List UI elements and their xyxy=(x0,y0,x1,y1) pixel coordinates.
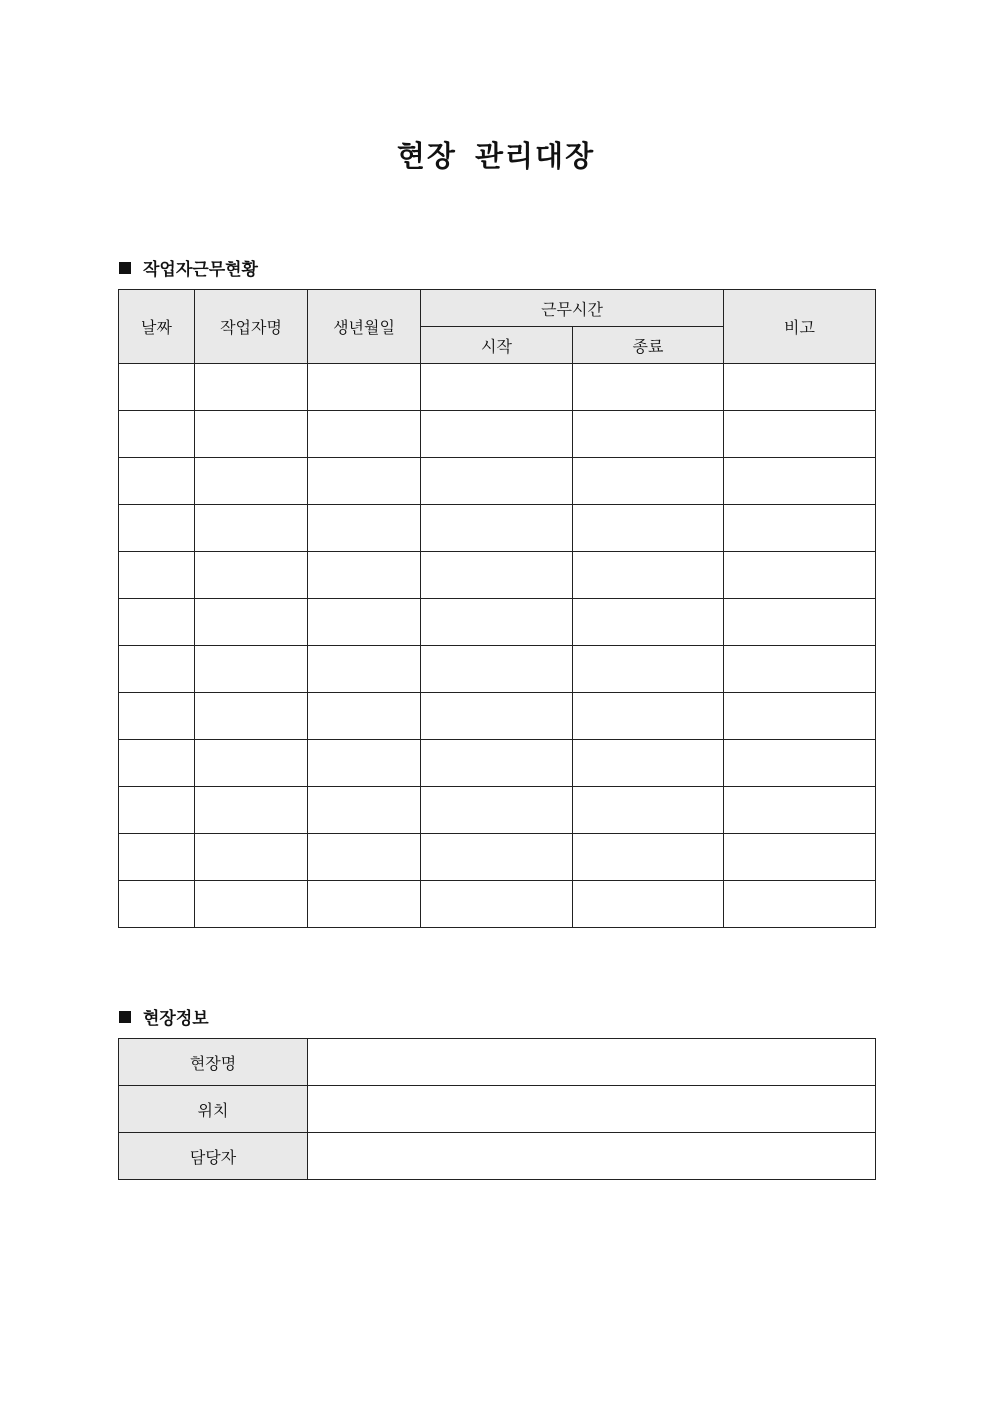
start-time-cell[interactable] xyxy=(421,787,573,834)
note-cell[interactable] xyxy=(724,364,876,411)
worker-name-cell[interactable] xyxy=(195,740,308,787)
worker-name-cell[interactable] xyxy=(195,881,308,928)
header-note: 비고 xyxy=(724,290,876,364)
site-label-name: 현장명 xyxy=(119,1039,308,1086)
birth-date-cell[interactable] xyxy=(308,693,421,740)
worker-name-cell[interactable] xyxy=(195,552,308,599)
square-bullet-icon xyxy=(119,262,131,274)
date-cell[interactable] xyxy=(119,599,195,646)
site-label-manager: 담당자 xyxy=(119,1133,308,1180)
birth-date-cell[interactable] xyxy=(308,599,421,646)
start-time-cell[interactable] xyxy=(421,458,573,505)
worker-name-cell[interactable] xyxy=(195,834,308,881)
site-row-manager xyxy=(119,1133,876,1180)
table-row xyxy=(119,552,876,599)
date-cell[interactable] xyxy=(119,552,195,599)
worker-name-cell[interactable] xyxy=(195,693,308,740)
date-cell[interactable] xyxy=(119,693,195,740)
date-cell[interactable] xyxy=(119,411,195,458)
site-section-heading xyxy=(119,1004,209,1029)
worker-name-cell[interactable] xyxy=(195,458,308,505)
page-title: 현장 관리대장 xyxy=(396,139,596,173)
table-row xyxy=(119,881,876,928)
birth-date-cell[interactable] xyxy=(308,411,421,458)
end-time-cell[interactable] xyxy=(573,646,724,693)
worker-name-cell[interactable] xyxy=(195,505,308,552)
end-time-cell[interactable] xyxy=(573,787,724,834)
end-time-cell[interactable] xyxy=(573,834,724,881)
site-value-location[interactable] xyxy=(308,1086,876,1133)
end-time-cell[interactable] xyxy=(573,881,724,928)
date-cell[interactable] xyxy=(119,458,195,505)
start-time-cell[interactable] xyxy=(421,599,573,646)
header-work-time: 근무시간 xyxy=(421,290,724,327)
worker-name-cell[interactable] xyxy=(195,364,308,411)
start-time-cell[interactable] xyxy=(421,693,573,740)
worker-name-cell[interactable] xyxy=(195,411,308,458)
start-time-cell[interactable] xyxy=(421,552,573,599)
header-birth-date: 생년월일 xyxy=(308,290,421,364)
square-bullet-icon xyxy=(119,1011,131,1023)
note-cell[interactable] xyxy=(724,411,876,458)
site-section-heading-text: 현장정보 xyxy=(143,1009,209,1029)
date-cell[interactable] xyxy=(119,787,195,834)
date-cell[interactable] xyxy=(119,881,195,928)
header-worker-name: 작업자명 xyxy=(195,290,308,364)
date-cell[interactable] xyxy=(119,740,195,787)
table-row xyxy=(119,693,876,740)
note-cell[interactable] xyxy=(724,646,876,693)
work-section-heading-text: 작업자근무현황 xyxy=(143,260,258,280)
start-time-cell[interactable] xyxy=(421,411,573,458)
note-cell[interactable] xyxy=(724,458,876,505)
header-date: 날짜 xyxy=(119,290,195,364)
header-start: 시작 xyxy=(421,327,573,364)
end-time-cell[interactable] xyxy=(573,599,724,646)
start-time-cell[interactable] xyxy=(421,881,573,928)
worker-name-cell[interactable] xyxy=(195,599,308,646)
birth-date-cell[interactable] xyxy=(308,552,421,599)
worker-name-cell[interactable] xyxy=(195,646,308,693)
end-time-cell[interactable] xyxy=(573,740,724,787)
start-time-cell[interactable] xyxy=(421,505,573,552)
table-row xyxy=(119,740,876,787)
start-time-cell[interactable] xyxy=(421,834,573,881)
start-time-cell[interactable] xyxy=(421,364,573,411)
birth-date-cell[interactable] xyxy=(308,364,421,411)
date-cell[interactable] xyxy=(119,646,195,693)
note-cell[interactable] xyxy=(724,881,876,928)
end-time-cell[interactable] xyxy=(573,458,724,505)
birth-date-cell[interactable] xyxy=(308,834,421,881)
table-row xyxy=(119,834,876,881)
date-cell[interactable] xyxy=(119,364,195,411)
site-label-location: 위치 xyxy=(119,1086,308,1133)
start-time-cell[interactable] xyxy=(421,740,573,787)
birth-date-cell[interactable] xyxy=(308,505,421,552)
work-table-body xyxy=(119,364,876,928)
note-cell[interactable] xyxy=(724,505,876,552)
birth-date-cell[interactable] xyxy=(308,646,421,693)
note-cell[interactable] xyxy=(724,599,876,646)
table-row xyxy=(119,364,876,411)
table-row xyxy=(119,411,876,458)
work-section-heading xyxy=(119,255,258,280)
header-end: 종료 xyxy=(573,327,724,364)
note-cell[interactable] xyxy=(724,740,876,787)
birth-date-cell[interactable] xyxy=(308,740,421,787)
worker-name-cell[interactable] xyxy=(195,787,308,834)
note-cell[interactable] xyxy=(724,834,876,881)
site-row-location xyxy=(119,1086,876,1133)
table-row xyxy=(119,646,876,693)
birth-date-cell[interactable] xyxy=(308,787,421,834)
note-cell[interactable] xyxy=(724,693,876,740)
end-time-cell[interactable] xyxy=(573,411,724,458)
table-row xyxy=(119,505,876,552)
date-cell[interactable] xyxy=(119,505,195,552)
end-time-cell[interactable] xyxy=(573,505,724,552)
birth-date-cell[interactable] xyxy=(308,458,421,505)
table-row xyxy=(119,458,876,505)
work-status-table xyxy=(118,289,876,928)
note-cell[interactable] xyxy=(724,787,876,834)
table-row xyxy=(119,787,876,834)
site-value-manager[interactable] xyxy=(308,1133,876,1180)
end-time-cell[interactable] xyxy=(573,693,724,740)
site-row-name xyxy=(119,1039,876,1086)
date-cell[interactable] xyxy=(119,834,195,881)
site-value-name[interactable] xyxy=(308,1039,876,1086)
site-info-table xyxy=(118,1038,876,1180)
end-time-cell[interactable] xyxy=(573,364,724,411)
note-cell[interactable] xyxy=(724,552,876,599)
table-row xyxy=(119,599,876,646)
end-time-cell[interactable] xyxy=(573,552,724,599)
start-time-cell[interactable] xyxy=(421,646,573,693)
birth-date-cell[interactable] xyxy=(308,881,421,928)
